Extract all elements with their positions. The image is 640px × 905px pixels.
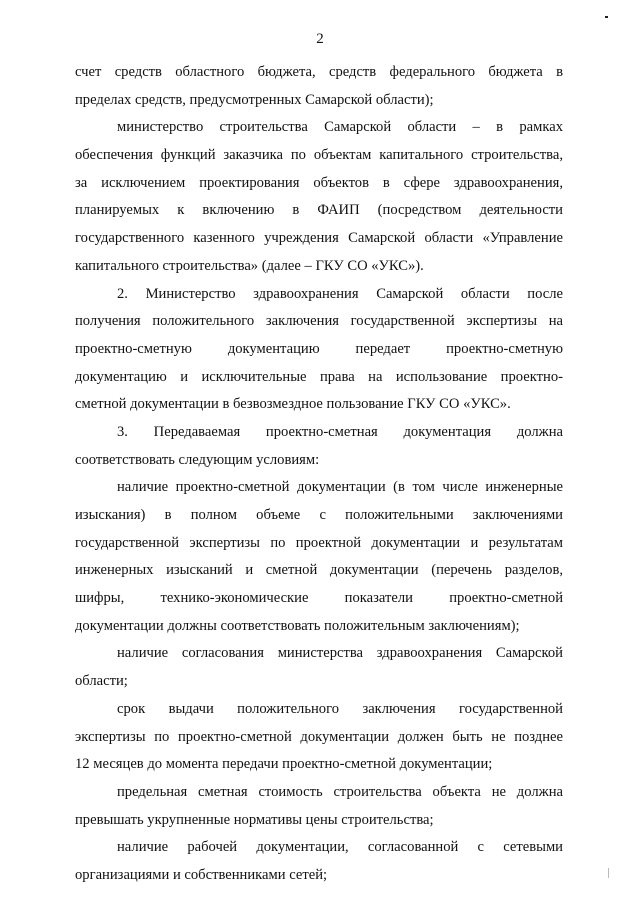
- text-line: области;: [75, 673, 128, 690]
- text-line: наличие проектно-сметной документации (в том числе инженерные: [117, 479, 563, 496]
- text-line: планируемых к включению в ФАИП (посредством деятельности: [75, 202, 563, 219]
- text-line: 3. Передаваемая проектно-сметная документация должна: [117, 423, 563, 440]
- text-line: изыскания) в полном объеме с положительными заключениями: [75, 507, 563, 523]
- text-line: 12 месяцев до момента передачи проектно-сметной документации;: [75, 756, 493, 773]
- text-line: документацию и исключительные права на использование проектно-: [75, 368, 563, 385]
- text-line: министерство строительства Самарской области – в рамках: [117, 119, 563, 136]
- text-line: предельная сметная стоимость строительства объекта не должна: [117, 783, 563, 800]
- scan-mark: [605, 16, 608, 18]
- text-line: за исключением проектирования объектов в сфере здравоохранения,: [75, 174, 563, 191]
- text-line: капитального строительства» (далее – ГКУ СО «УКС»).: [75, 257, 424, 274]
- text-line: превышать укрупненные нормативы цены строительства;: [75, 811, 434, 828]
- text-line: государственного казенного учреждения Самарской области «Управление: [75, 230, 563, 247]
- text-line: получения положительного заключения государственной экспертизы на: [75, 313, 563, 330]
- text-line: соответствовать следующим условиям:: [75, 451, 320, 468]
- text-line: сметной документации в безвозмездное пользование ГКУ СО «УКС».: [75, 396, 511, 413]
- text-line: государственной экспертизы по проектной документации и результатам: [75, 534, 563, 551]
- text-line: наличие рабочей документации, согласованной с сетевыми: [117, 839, 563, 856]
- text-line: наличие согласования министерства здравоохранения Самарской: [117, 645, 563, 662]
- text-line: инженерных изысканий и сметной документации (перечень разделов,: [75, 562, 563, 579]
- text-line: документации должны соответствовать положительным заключениям);: [75, 617, 520, 634]
- text-line: 2. Министерство здравоохранения Самарской области после: [117, 285, 563, 302]
- document-body: [75, 59, 563, 890]
- page-number: 2: [316, 31, 324, 47]
- text-line: организациями и собственниками сетей;: [75, 866, 328, 883]
- text-line: счет средств областного бюджета, средств федерального бюджета в: [75, 64, 563, 80]
- scan-mark: [608, 868, 609, 878]
- text-line: проектно-сметную документацию передает проектно-сметную: [75, 340, 563, 357]
- text-line: пределах средств, предусмотренных Самарской области);: [75, 91, 434, 108]
- text-line: обеспечения функций заказчика по объектам капитального строительства,: [75, 147, 563, 164]
- text-line: экспертизы по проектно-сметной документации должен быть не позднее: [75, 728, 563, 745]
- text-line: шифры, технико-экономические показатели проектно-сметной: [75, 590, 563, 607]
- text-line: срок выдачи положительного заключения государственной: [117, 700, 563, 717]
